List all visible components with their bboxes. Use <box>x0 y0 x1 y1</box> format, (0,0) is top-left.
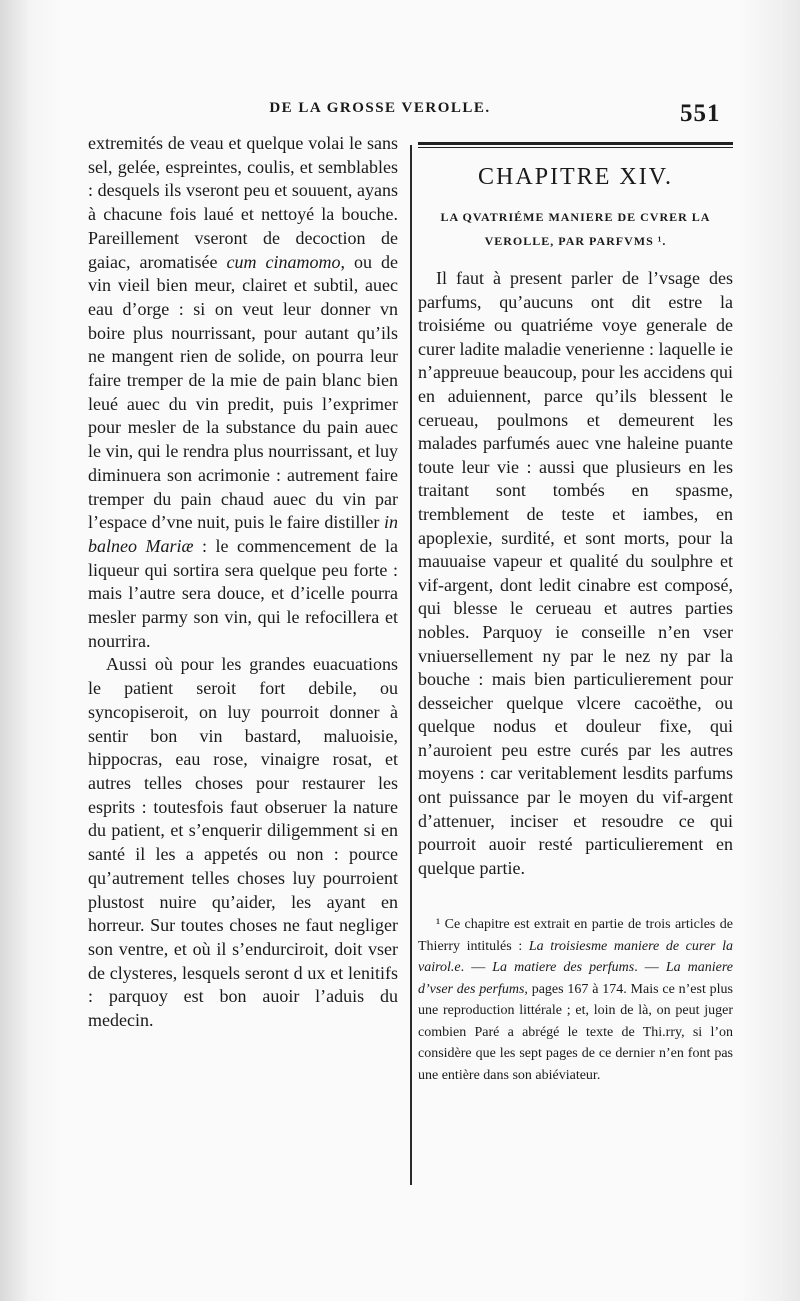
page-number: 551 <box>680 100 721 127</box>
text-run: , pages 167 à 174. Mais ce n’est plus une reproduction littérale ; et, loin de là, on peut juger combien Paré a abrégé le texte de Thi.rry, si l’on considère que les sept pages de ce dernier n’en font pas une entière dans son abiéviateur. <box>418 981 733 1083</box>
cited-title: La matiere des perfums <box>492 960 635 976</box>
left-paragraph-1 <box>88 132 398 653</box>
chapter-rule-thick <box>418 142 733 145</box>
column-divider <box>410 145 412 1185</box>
text-run: extremités de veau et quelque volai le sans sel, gelée, espreintes, coulis, et semblables : desquels ils vseront peu et souuent, ayans à chacune fois laué et nettoyé la bouche. Pareillement vseront de decoction de gaiac, aromatisée <box>88 133 398 272</box>
footnote <box>418 914 733 1086</box>
text-run: : le commencement de la liqueur qui sortira sera quelque peu forte : mais l’autre sera douce, et d’icelle pourra mesler parmy son vin, qui le refocillera et nourrira. <box>88 535 399 651</box>
chapter-body: Il faut à present parler de l’vsage des parfums, qu’aucuns ont dit estre la troisiéme ou quatriéme voye generale de curer ladite maladie venerienne : laquelle ie n’appreuue beaucoup, pour les accidens qui en aduiennent, parce qu’ils blessent le cerueau, poulmons et demeurent les malades parfumés auec vne haleine puante toute leur vie : aussi que plusieurs en les traitant sont tombés en spasme, tremblement de teste et iambes, en apoplexie, surdité, et sont morts, pour la mauuaise vapeur et qualité du soulphre et vif-argent, dont ledit cinabre est composé, qui blesse le cerueau et autres parties nobles. Parquoy ie conseille n’en vser vniuersellement ny par le nez ny par la bouche : mais bien particulierement pour desseicher quelque vlcere cacoëthe, ou quelque nodus et douleur fixe, qui n’auroient peu estre curés par les autres moyens : car veritablement lesdits parfums ont puissance par le moyen du vif-argent d’attenuer, inciser et resoudre ce qui pourroit auoir resté particulierement en quelque partie. <box>418 268 733 878</box>
latin-phrase: cum cinamomo <box>226 251 341 272</box>
text-run: , ou de vin vieil bien meur, clairet et subtil, auec eau d’orge : si on veut leur donner vn boire plus nourrissant, pour autant qu’ils ne mangent rien de solide, on pourra leur faire tremper de la mie de pain blanc bien leué auec du vin predit, puis l’exprimer pour mesler de la substance du pain auec le vin, qui le rendra plus nourrissant, et luy diminuera son acrimonie : autrement faire tremper du pain chaud auec du vin par l’espace d’vne nuit, puis le faire distiller <box>88 251 398 533</box>
right-column <box>418 128 733 1100</box>
text-run: . — <box>460 960 493 976</box>
running-head: DE LA GROSSE VEROLLE. <box>269 100 491 116</box>
chapter-subtitle: LA QVATRIÉME MANIERE DE CVRER LA VEROLLE, PAR PARFVMS ¹. <box>440 210 711 248</box>
text-run: ¹ Ce chapitre est extrait en partie de trois articles de Thierry intitulés : <box>418 917 733 954</box>
cited-title: La maniere d’vser des perfums <box>418 960 734 997</box>
left-paragraph-2: Aussi où pour les grandes euacuations le patient seroit fort debile, ou syncopiseroit, on luy pourroit donner à sentir bon vin bastard, maluoisie, hippocras, eau rose, vinaigre rosat, et autres telles choses pour restaurer les esprits : toutesfois faut obseruer la nature du patient, et s’enquerir diligemment si en santé il les a appetés ou non : pource qu’autrement telles choses luy pourroient plustost nuire qu’aider, les ayant en horreur. Sur toutes choses ne faut negliger son ventre, et où il s’endurciroit, doit vser de clysteres, lesquels seront d ux et lenitifs : parquoy est bon auoir l’aduis du medecin. <box>88 654 398 1031</box>
cited-title: La troisiesme maniere de curer la vairol.e <box>418 938 733 976</box>
chapter-rule-thin <box>418 147 733 148</box>
text-run: . — <box>634 960 666 976</box>
left-column <box>88 132 398 1033</box>
chapter-title: CHAPITRE XIV. <box>478 164 673 190</box>
latin-phrase: in balneo Mariæ <box>88 512 398 556</box>
